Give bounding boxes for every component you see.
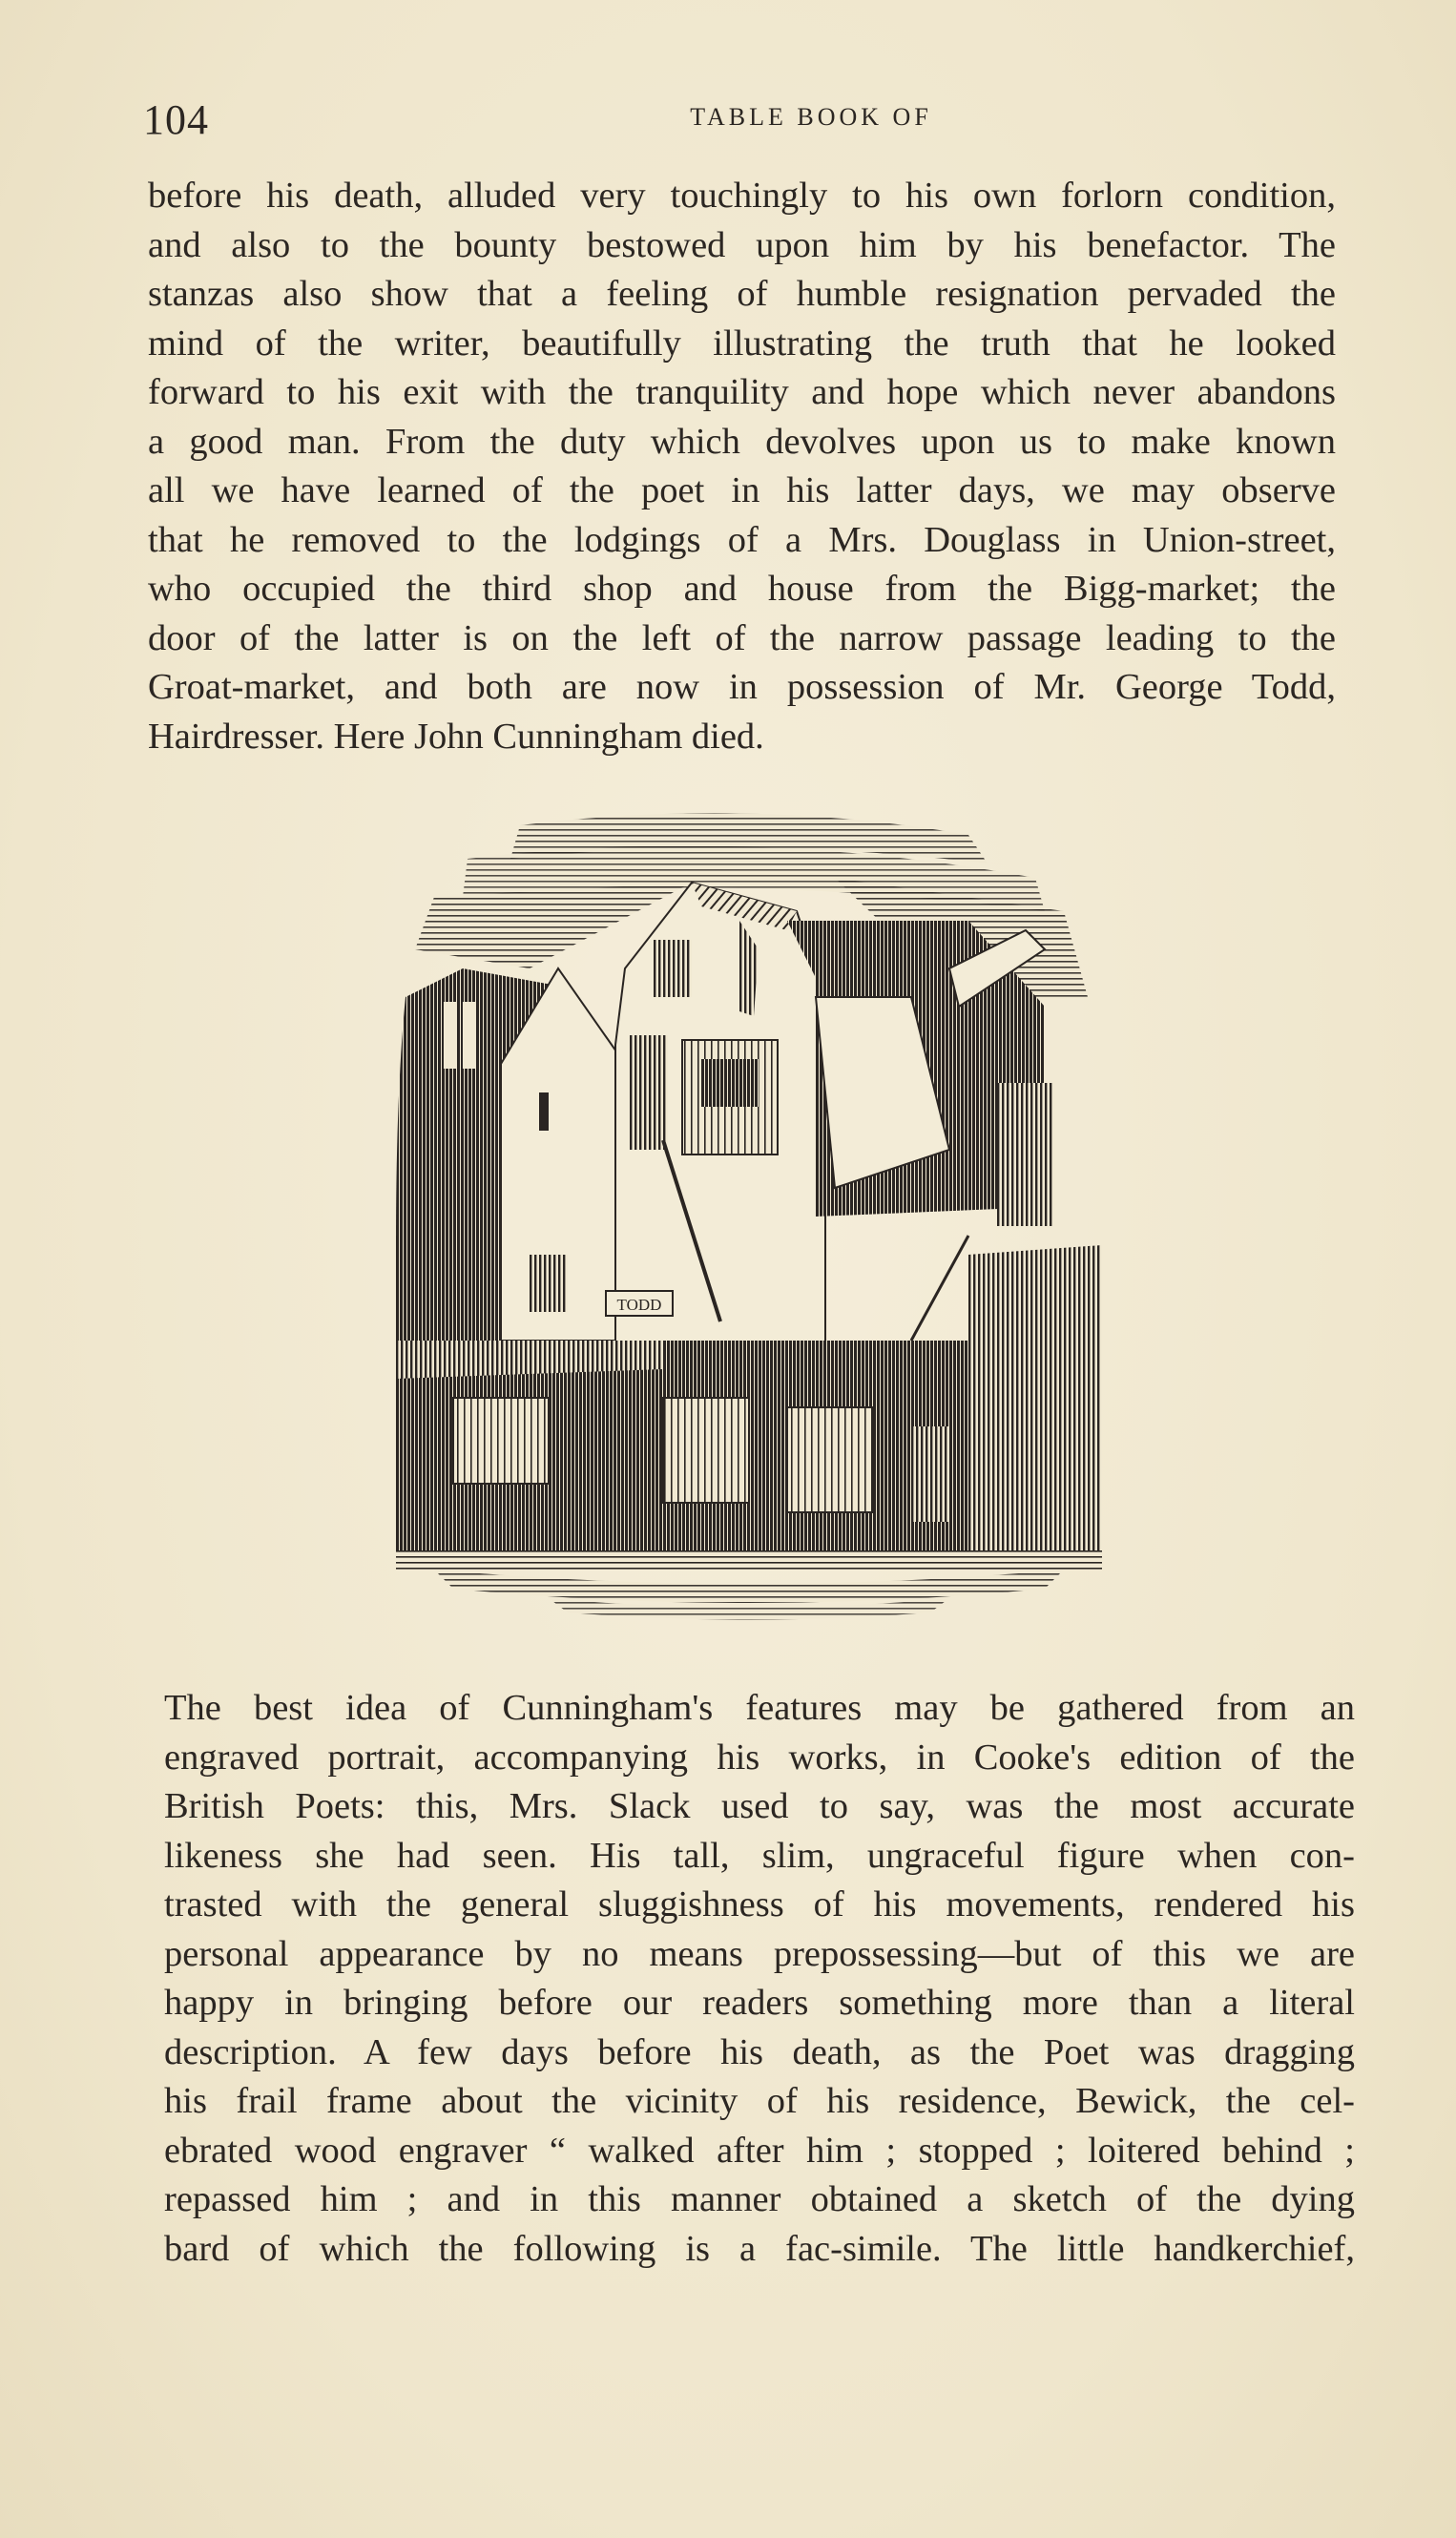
text-line: description. A few days before his death, as the Poet was dragging (164, 2031, 1355, 2072)
text-line: before his death, alluded very touchingly to his own forlorn condition, (148, 176, 1336, 216)
paragraph-1 (148, 172, 1336, 761)
text-line: bard of which the following is a fac-simile. The little handkerchief, (164, 2228, 1355, 2269)
text-line: trasted with the general sluggishness of his movements, rendered his (164, 1884, 1355, 1924)
text-line: a good man. From the duty which devolves upon us to make known (148, 421, 1336, 462)
text-line: that he removed to the lodgings of a Mrs. Douglass in Union-street, (148, 519, 1336, 560)
buildings (396, 883, 1102, 1570)
text-line: Groat-market, and both are now in possession of Mr. George Todd, (148, 667, 1336, 707)
engraving-illustration (377, 806, 1121, 1627)
shop-sign (606, 1291, 673, 1316)
text-line: personal appearance by no means prepossessing—but of this we are (164, 1933, 1355, 1974)
text-line: repassed him ; and in this manner obtained a sketch of the dying (164, 2179, 1355, 2219)
text-line: mind of the writer, beautifully illustrating the truth that he looked (148, 322, 1336, 364)
text-line: all we have learned of the poet in his latter days, we may observe (148, 470, 1336, 510)
ground-hatching (396, 1550, 1102, 1620)
paragraph-2 (164, 1684, 1355, 2274)
text-line: Hairdresser. Here John Cunningham died. (148, 716, 764, 757)
text-line: door of the latter is on the left of the narrow passage leading to the (148, 617, 1336, 658)
text-line: and also to the bounty bestowed upon him by his benefactor. The (148, 224, 1336, 265)
page-number: 104 (143, 96, 209, 143)
text-line: happy in bringing before our readers something more than a literal (164, 1983, 1355, 2023)
text-line: his frail frame about the vicinity of his residence, Bewick, the cel- (164, 2081, 1355, 2121)
text-line: who occupied the third shop and house from the Bigg-market; the (148, 569, 1336, 609)
text-line: likeness she had seen. His tall, slim, ungraceful figure when con- (164, 1835, 1355, 1876)
text-line: ebrated wood engraver “ walked after him ; stopped ; loitered behind ; (164, 2130, 1355, 2171)
text-line: stanzas also show that a feeling of humble resignation pervaded the (148, 274, 1336, 314)
shop-sign-text: TODD (616, 1296, 662, 1314)
text-line: British Poets: this, Mrs. Slack used to say, was the most accurate (164, 1786, 1355, 1826)
text-line: forward to his exit with the tranquility and hope which never abandons (148, 372, 1336, 412)
text-line: engraved portrait, accompanying his works, in Cooke's edition of the (164, 1737, 1355, 1778)
running-title: TABLE BOOK OF (690, 103, 932, 131)
text-line: The best idea of Cunningham's features may be gathered from an (164, 1688, 1355, 1728)
running-head (143, 95, 1345, 143)
